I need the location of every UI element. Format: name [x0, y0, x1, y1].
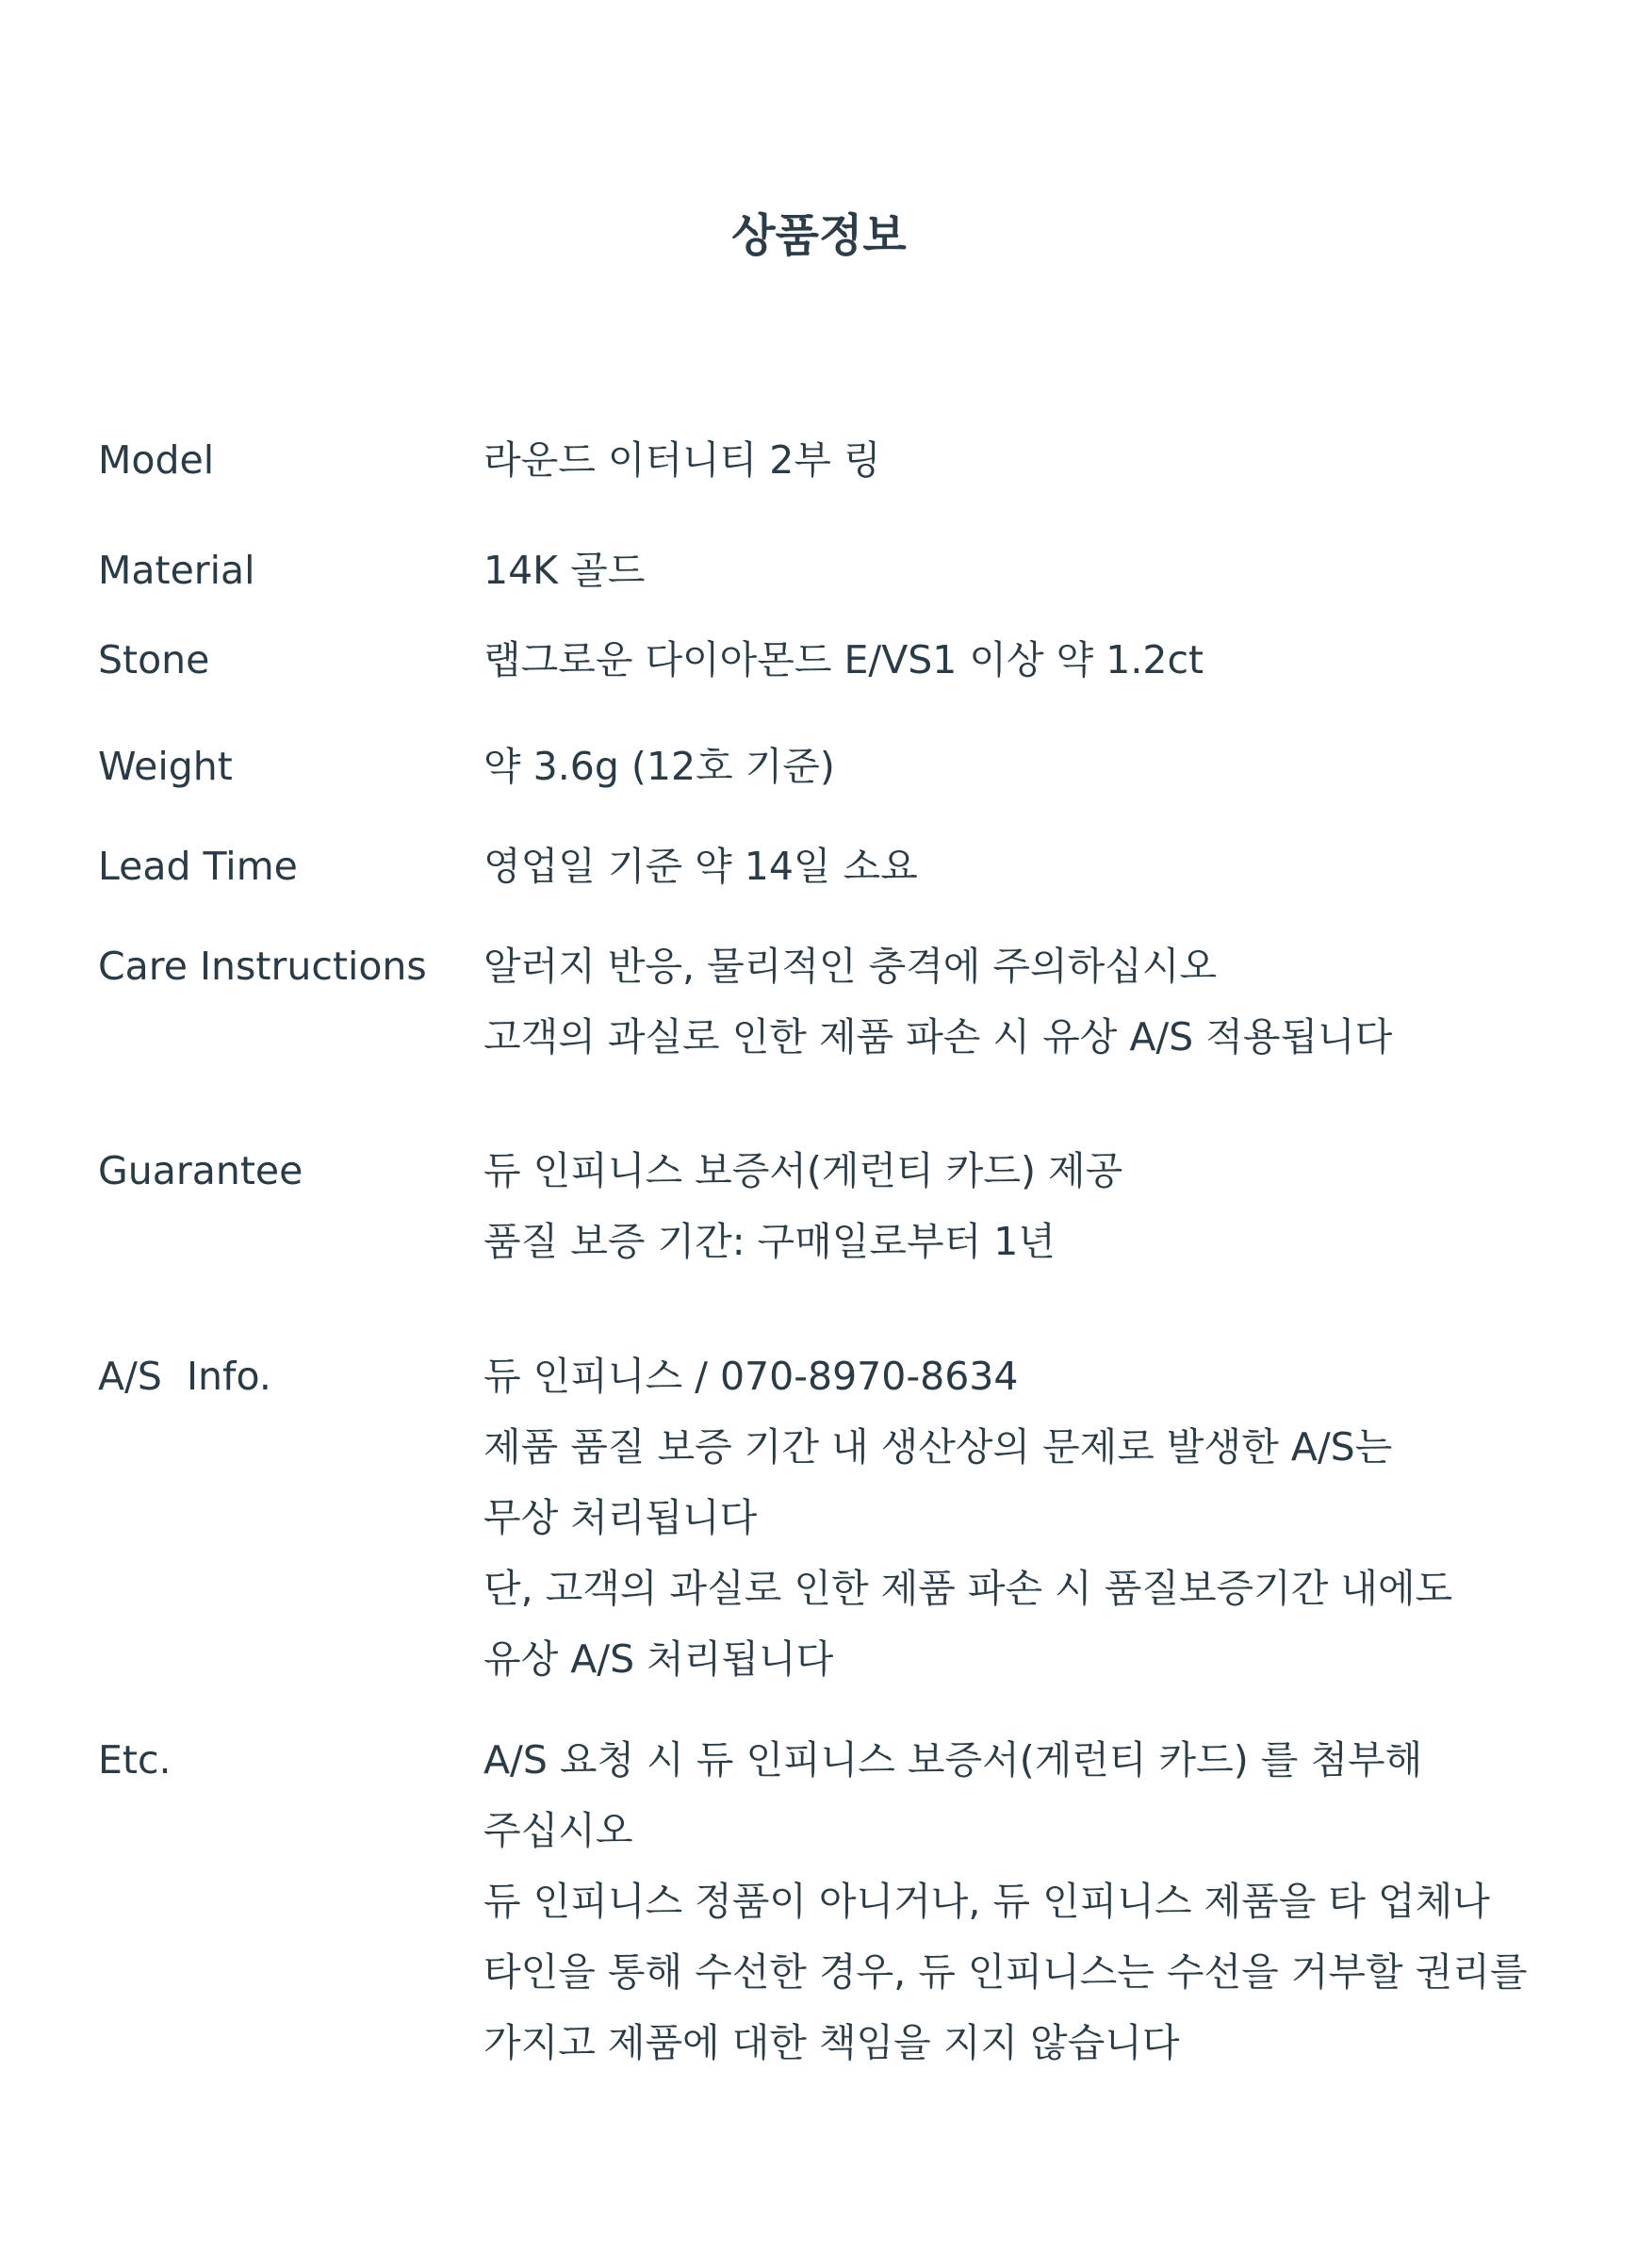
row-label: Lead Time	[98, 844, 298, 889]
value-line: 타인을 통해 수선한 경우, 듀 인피니스는 수선을 거부할 권리를	[483, 1949, 1528, 1995]
row-value	[483, 1733, 1527, 2086]
value-line: 라운드 이터니티 2부 링	[483, 437, 881, 483]
value-line: 14K 골드	[483, 548, 646, 593]
row-value	[483, 739, 835, 810]
value-line: 무상 처리됩니다	[483, 1495, 758, 1540]
row-label: A/S Info.	[98, 1354, 271, 1399]
row-label: Model	[98, 437, 215, 483]
row-value	[483, 633, 1204, 703]
value-line: 랩그로운 다이아몬드 E/VS1 이상 약 1.2ct	[483, 637, 1204, 682]
row-value	[483, 839, 918, 910]
value-line: 품질 보증 기간: 구매일로부터 1년	[483, 1219, 1056, 1264]
value-line: 제품 품질 보증 기간 내 생산상의 문제로 발생한 A/S는	[483, 1424, 1393, 1470]
value-line: 듀 인피니스 / 070-8970-8634	[483, 1354, 1019, 1399]
row-label: Care Instructions	[98, 944, 427, 989]
row-value	[483, 433, 881, 503]
value-line: 알러지 반응, 물리적인 충격에 주의하십시오	[483, 944, 1218, 989]
row-label: Etc.	[98, 1737, 172, 1783]
value-line: 단, 고객의 과실로 인한 제품 파손 시 품질보증기간 내에도	[483, 1566, 1453, 1611]
page-title: 상품정보	[731, 209, 907, 262]
value-line: 고객의 과실로 인한 제품 파손 시 유상 A/S 적용됩니다	[483, 1014, 1393, 1060]
row-value	[483, 1349, 1452, 1702]
value-line: 주십시오	[483, 1808, 633, 1853]
value-line: 유상 A/S 처리됩니다	[483, 1636, 834, 1682]
row-value	[483, 1143, 1122, 1285]
value-line: A/S 요청 시 듀 인피니스 보증서(게런티 카드) 를 첨부해	[483, 1737, 1423, 1783]
row-label: Weight	[98, 744, 233, 789]
row-value	[483, 543, 645, 614]
value-line: 듀 인피니스 정품이 아니거나, 듀 인피니스 제품을 타 업체나	[483, 1879, 1490, 1924]
row-label: Stone	[98, 637, 210, 682]
value-line: 듀 인피니스 보증서(게런티 카드) 제공	[483, 1148, 1123, 1193]
value-line: 영업일 기준 약 14일 소요	[483, 844, 918, 889]
row-label: Material	[98, 548, 255, 593]
row-label: Guarantee	[98, 1148, 303, 1193]
row-value	[483, 939, 1392, 1080]
value-line: 약 3.6g (12호 기준)	[483, 744, 835, 789]
value-line: 가지고 제품에 대한 책임을 지지 않습니다	[483, 2020, 1180, 2065]
